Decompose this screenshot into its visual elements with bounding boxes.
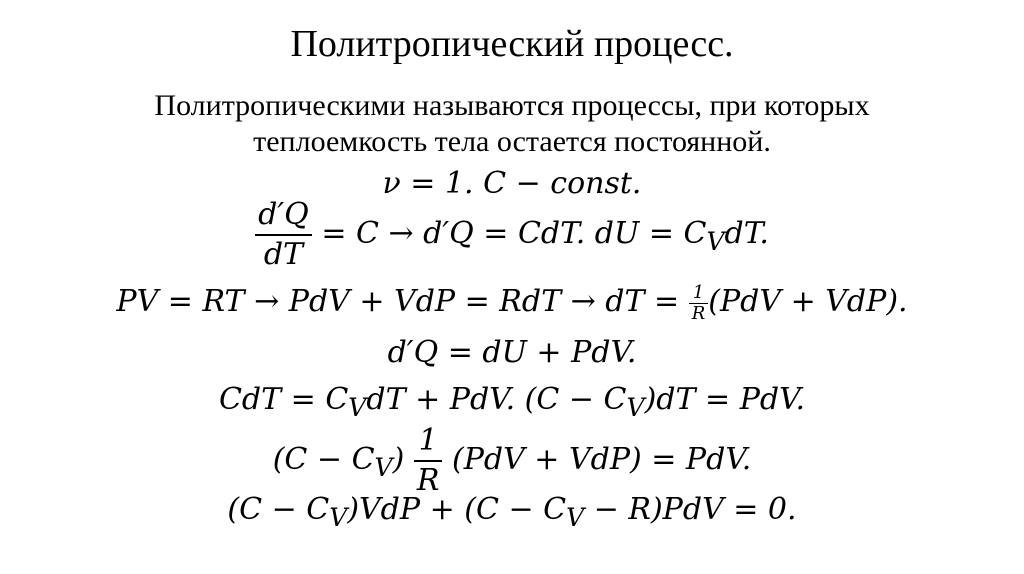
fraction-numerator: 1 <box>414 422 443 462</box>
subscript: V <box>374 453 393 482</box>
fraction-denominator: R <box>416 463 440 498</box>
subscript: V <box>566 503 585 532</box>
equation-text: dT + PdV. (C − C <box>366 382 627 417</box>
equation-text: CdT = C <box>218 382 349 417</box>
subscript: V <box>329 503 348 532</box>
equation-text: (PdV + VdP) = PdV. <box>452 442 752 477</box>
subscript: V <box>626 393 645 422</box>
equation-text: (C − C <box>227 492 330 527</box>
equation-text: )VdP + (C − C <box>347 492 567 527</box>
fraction-denominator: R <box>691 302 706 324</box>
equation-nu: ν = 1. C − const. <box>382 166 642 201</box>
fraction-dQ-dT <box>255 196 312 274</box>
equation-substituted <box>0 422 1024 500</box>
fraction-numerator: 1 <box>689 283 709 304</box>
fraction-1-R <box>689 283 709 324</box>
equation-text: )dT = PdV. <box>644 382 806 417</box>
equation-final <box>0 490 1024 538</box>
slide-title: Политропический процесс. <box>290 23 734 65</box>
equation-heat-capacity <box>0 196 1024 274</box>
subscript: V <box>706 227 725 256</box>
equation-text: PV = RT → PdV + VdP = RdT → dT = <box>116 284 680 319</box>
equation-cdt <box>0 380 1024 428</box>
equation-ideal-gas <box>0 282 1024 324</box>
equation-text: dT. <box>724 216 769 251</box>
subscript: V <box>348 393 367 422</box>
fraction-numerator: d′Q <box>255 196 312 236</box>
definition-line-2: теплоемкость тела остается постоянной. <box>253 125 771 158</box>
fraction-denominator: dT <box>263 237 304 272</box>
equation-text: (C − C <box>272 442 375 477</box>
fraction-1-R-large <box>414 422 443 500</box>
equation-text: (PdV + VdP). <box>708 284 908 319</box>
definition-text <box>60 88 964 160</box>
equation-text: ) <box>392 442 405 477</box>
equation-text: − R)PdV = 0. <box>584 492 797 527</box>
definition-line-1: Политропическими называются процессы, при которых <box>154 89 870 122</box>
equation-first-law: d′Q = dU + PdV. <box>387 335 637 370</box>
equation-text: = C → d′Q = CdT. dU = C <box>321 216 707 251</box>
